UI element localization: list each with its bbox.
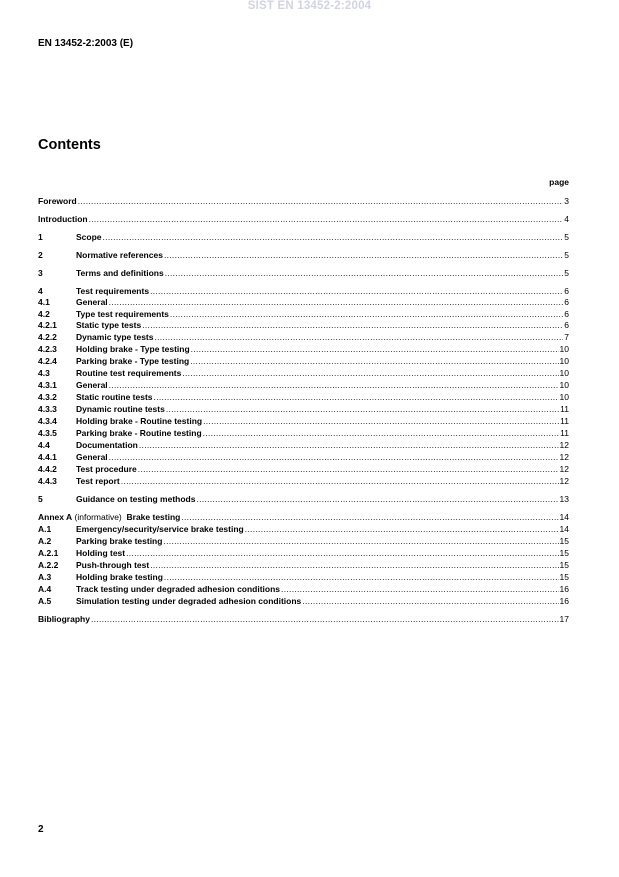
toc-entry-number: 4.4 — [38, 440, 50, 450]
toc-entry-page: 12 — [559, 464, 569, 474]
toc-entry-title-group — [76, 416, 203, 427]
toc-entry-page: 12 — [559, 452, 569, 462]
toc-entry-title-group — [76, 250, 164, 261]
toc-entry-page: 16 — [559, 584, 569, 594]
toc-entry-annex-note: (informative) — [72, 512, 127, 522]
dot-leader — [91, 614, 559, 625]
dot-leader — [154, 332, 563, 343]
toc-entry-title-group — [76, 392, 154, 403]
toc-entry[interactable] — [38, 196, 569, 207]
toc-entry[interactable] — [38, 368, 569, 379]
toc-entry-title: Parking brake testing — [76, 536, 163, 546]
toc-entry-number: 4.3.4 — [38, 416, 57, 426]
toc-entry-title-group — [38, 214, 89, 225]
toc-entry[interactable] — [38, 548, 569, 559]
toc-entry-number: 4.2.4 — [38, 356, 57, 366]
toc-entry-title-group — [76, 440, 139, 451]
toc-entry-number: 1 — [38, 232, 43, 242]
dot-leader — [138, 464, 559, 475]
toc-entry[interactable] — [38, 344, 569, 355]
toc-entry-page: 5 — [564, 268, 569, 278]
toc-entry-number: 4.3.5 — [38, 428, 57, 438]
toc-entry-title-group — [76, 356, 190, 367]
toc-entry[interactable] — [38, 440, 569, 451]
toc-entry-page: 15 — [559, 560, 569, 570]
dot-leader — [89, 214, 564, 225]
dot-leader — [142, 320, 563, 331]
toc-entry-title-group — [76, 524, 245, 535]
toc-entry-page: 15 — [559, 548, 569, 558]
toc-entry-page: 10 — [559, 368, 569, 378]
toc-entry-title-group — [76, 404, 166, 415]
dot-leader — [78, 196, 564, 207]
dot-leader — [164, 250, 563, 261]
toc-entry-page: 11 — [560, 404, 569, 414]
toc-entry-number: A.5 — [38, 596, 52, 606]
dot-leader — [139, 440, 559, 451]
toc-entry-title-group — [76, 232, 103, 243]
toc-entry-number: 4.1 — [38, 297, 50, 307]
toc-entry-title: Static type tests — [76, 320, 142, 330]
toc-entry-title-group — [76, 596, 302, 607]
toc-entry-page: 14 — [559, 512, 569, 522]
toc-entry-page: 12 — [559, 476, 569, 486]
toc-entry-title: General — [76, 452, 108, 462]
toc-entry[interactable] — [38, 536, 569, 547]
toc-entry[interactable] — [38, 286, 569, 297]
toc-entry[interactable] — [38, 297, 569, 308]
dot-leader — [203, 416, 559, 427]
dot-leader — [163, 536, 558, 547]
toc-entry-title: Static routine tests — [76, 392, 153, 402]
toc-entry[interactable] — [38, 494, 569, 505]
toc-entry-title: Push-through test — [76, 560, 150, 570]
toc-entry-title: Parking brake - Type testing — [76, 356, 190, 366]
toc-entry[interactable] — [38, 320, 569, 331]
dot-leader — [203, 428, 560, 439]
toc-entry-title-group — [76, 332, 154, 343]
toc-entry-title-group — [38, 512, 181, 523]
toc-entry-title: Test report — [76, 476, 120, 486]
toc-entry[interactable] — [38, 332, 569, 343]
toc-entry-number: 5 — [38, 494, 43, 504]
dot-leader — [170, 309, 563, 320]
toc-entry-title-group — [76, 297, 109, 308]
dot-leader — [245, 524, 559, 535]
toc-entry-number: 4.4.3 — [38, 476, 57, 486]
toc-entry-title: Foreword — [38, 196, 77, 206]
toc-entry[interactable] — [38, 572, 569, 583]
toc-entry-number: 4.3.1 — [38, 380, 57, 390]
toc-entry[interactable] — [38, 250, 569, 261]
toc-entry-title-group — [38, 196, 78, 207]
dot-leader — [154, 392, 559, 403]
dot-leader — [196, 494, 558, 505]
page-number: 2 — [38, 824, 44, 835]
dot-leader — [126, 548, 558, 559]
toc-entry-title: Routine test requirements — [76, 368, 182, 378]
toc-entry-number: 4.3 — [38, 368, 50, 378]
toc-entry-number: A.2.2 — [38, 560, 59, 570]
toc-entry-title: Holding brake - Routine testing — [76, 416, 203, 426]
toc-entry-title-group — [76, 268, 165, 279]
dot-leader — [121, 476, 559, 487]
toc-entry-number: 4.2.1 — [38, 320, 57, 330]
toc-entry[interactable] — [38, 309, 569, 320]
toc-entry-page: 15 — [559, 536, 569, 546]
toc-entry-title: Normative references — [76, 250, 163, 260]
toc-entry-number: 3 — [38, 268, 43, 278]
toc-entry-title-group — [76, 584, 281, 595]
toc-entry-title: Type test requirements — [76, 309, 169, 319]
toc-entry-page: 5 — [564, 250, 569, 260]
toc-entry-title: Documentation — [76, 440, 138, 450]
toc-entry[interactable] — [38, 392, 569, 403]
toc-entry-number: A.2 — [38, 536, 52, 546]
toc-entry-title-group — [76, 452, 109, 463]
toc-entry-page: 12 — [559, 440, 569, 450]
toc-entry-title: Parking brake - Routine testing — [76, 428, 202, 438]
toc-entry-title-group — [76, 368, 182, 379]
toc-entry-title: Holding brake - Type testing — [76, 344, 190, 354]
toc-entry-title-group — [76, 494, 196, 505]
toc-entry[interactable] — [38, 596, 569, 607]
toc-entry-page: 6 — [564, 286, 569, 296]
toc-entry-number: A.2.1 — [38, 548, 59, 558]
toc-entry-page: 11 — [560, 416, 569, 426]
dot-leader — [103, 232, 564, 243]
toc-entry-number: A.3 — [38, 572, 52, 582]
toc-entry-title-group — [38, 614, 91, 625]
toc-entry-title-group — [76, 464, 138, 475]
dot-leader — [164, 572, 559, 583]
toc-entry-title-group — [76, 344, 191, 355]
toc-entry-number: 4.3.2 — [38, 392, 57, 402]
toc-entry-title-group — [76, 320, 142, 331]
toc-entry-number: 4.2.3 — [38, 344, 57, 354]
watermark: SIST EN 13452-2:2004 — [247, 0, 372, 12]
toc-entry-title: Scope — [76, 232, 102, 242]
toc-entry-page: 7 — [564, 332, 569, 342]
dot-leader — [109, 380, 559, 391]
toc-entry-number: 4.3.3 — [38, 404, 57, 414]
toc-entry-page: 17 — [559, 614, 569, 624]
toc-entry-page: 4 — [564, 214, 569, 224]
toc-entry[interactable] — [38, 476, 569, 487]
dot-leader — [281, 584, 558, 595]
toc-entry-title-group — [76, 428, 203, 439]
toc-entry[interactable] — [38, 464, 569, 475]
toc-entry[interactable] — [38, 428, 569, 439]
toc-entry[interactable] — [38, 268, 569, 279]
toc-entry[interactable] — [38, 524, 569, 535]
toc-entry[interactable] — [38, 404, 569, 415]
toc-entry[interactable] — [38, 452, 569, 463]
toc-entry[interactable] — [38, 614, 569, 625]
toc-entry-title-group — [76, 309, 170, 320]
toc-entry-title: Simulation testing under degraded adhesion conditions — [76, 596, 302, 606]
dot-leader — [190, 356, 558, 367]
document-id: EN 13452-2:2003 (E) — [38, 38, 134, 49]
toc-entry-number: 4.4.2 — [38, 464, 57, 474]
toc-entry-page: 6 — [564, 297, 569, 307]
toc-entry-title: Holding test — [76, 548, 126, 558]
dot-leader — [150, 560, 558, 571]
dot-leader — [182, 368, 558, 379]
dot-leader — [165, 268, 564, 279]
toc-entry-page: 10 — [559, 356, 569, 366]
toc-entry-page: 11 — [560, 428, 569, 438]
toc-entry-page: 13 — [559, 494, 569, 504]
toc-entry-title: Terms and definitions — [76, 268, 164, 278]
toc-entry-title: General — [76, 297, 108, 307]
toc-entry-page: 6 — [564, 320, 569, 330]
toc-entry-title: Emergency/security/service brake testing — [76, 524, 244, 534]
dot-leader — [302, 596, 558, 607]
toc-entry-title-group — [76, 476, 121, 487]
toc-entry[interactable] — [38, 560, 569, 571]
toc-entry-page: 16 — [559, 596, 569, 606]
toc-entry-title: Dynamic routine tests — [76, 404, 165, 414]
toc-entry[interactable] — [38, 232, 569, 243]
toc-entry-number: 4.2.2 — [38, 332, 57, 342]
toc-entry[interactable] — [38, 380, 569, 391]
toc-entry-page: 10 — [559, 380, 569, 390]
toc-entry-number: 4.2 — [38, 309, 50, 319]
toc-entry[interactable] — [38, 356, 569, 367]
toc-entry-page: 3 — [564, 196, 569, 206]
toc-entry-number: A.4 — [38, 584, 52, 594]
toc-entry[interactable] — [38, 584, 569, 595]
toc-entry-page: 10 — [559, 392, 569, 402]
toc-entry-page: 5 — [564, 232, 569, 242]
toc-entry-number: 4.4.1 — [38, 452, 57, 462]
toc-entry-title: Track testing under degraded adhesion conditions — [76, 584, 281, 594]
toc-entry-title: Test procedure — [76, 464, 137, 474]
toc-entry-page: 10 — [559, 344, 569, 354]
toc-entry-title: Introduction — [38, 214, 88, 224]
dot-leader — [109, 297, 564, 308]
toc-entry[interactable] — [38, 214, 569, 225]
toc-entry-title-group — [76, 380, 109, 391]
toc-entry-title: Test requirements — [76, 286, 150, 296]
dot-leader — [150, 286, 563, 297]
toc-entry-annex-title: Brake testing — [126, 512, 181, 522]
toc-entry-page: 15 — [559, 572, 569, 582]
toc-entry-title-group — [76, 548, 126, 559]
toc-entry-title: General — [76, 380, 108, 390]
dot-leader — [109, 452, 559, 463]
toc-entry-title: Dynamic type tests — [76, 332, 154, 342]
toc-entry-title: Bibliography — [38, 614, 90, 624]
dot-leader — [191, 344, 559, 355]
dot-leader — [181, 512, 558, 523]
toc-entry-page: 6 — [564, 309, 569, 319]
toc-entry-title: Annex A — [38, 512, 73, 522]
toc-entry[interactable] — [38, 512, 569, 523]
page-title: Contents — [38, 137, 101, 153]
toc-entry-number: 2 — [38, 250, 43, 260]
page-column-label: page — [549, 177, 569, 187]
toc-entry-number: 4 — [38, 286, 43, 296]
toc-entry-title-group — [76, 286, 150, 297]
toc-entry-title-group — [76, 560, 150, 571]
toc-entry[interactable] — [38, 416, 569, 427]
toc-entry-number: A.1 — [38, 524, 52, 534]
toc-entry-page: 14 — [559, 524, 569, 534]
toc-entry-title: Holding brake testing — [76, 572, 163, 582]
toc-entry-title-group — [76, 536, 163, 547]
dot-leader — [166, 404, 559, 415]
toc-entry-title: Guidance on testing methods — [76, 494, 196, 504]
toc-entry-title-group — [76, 572, 164, 583]
